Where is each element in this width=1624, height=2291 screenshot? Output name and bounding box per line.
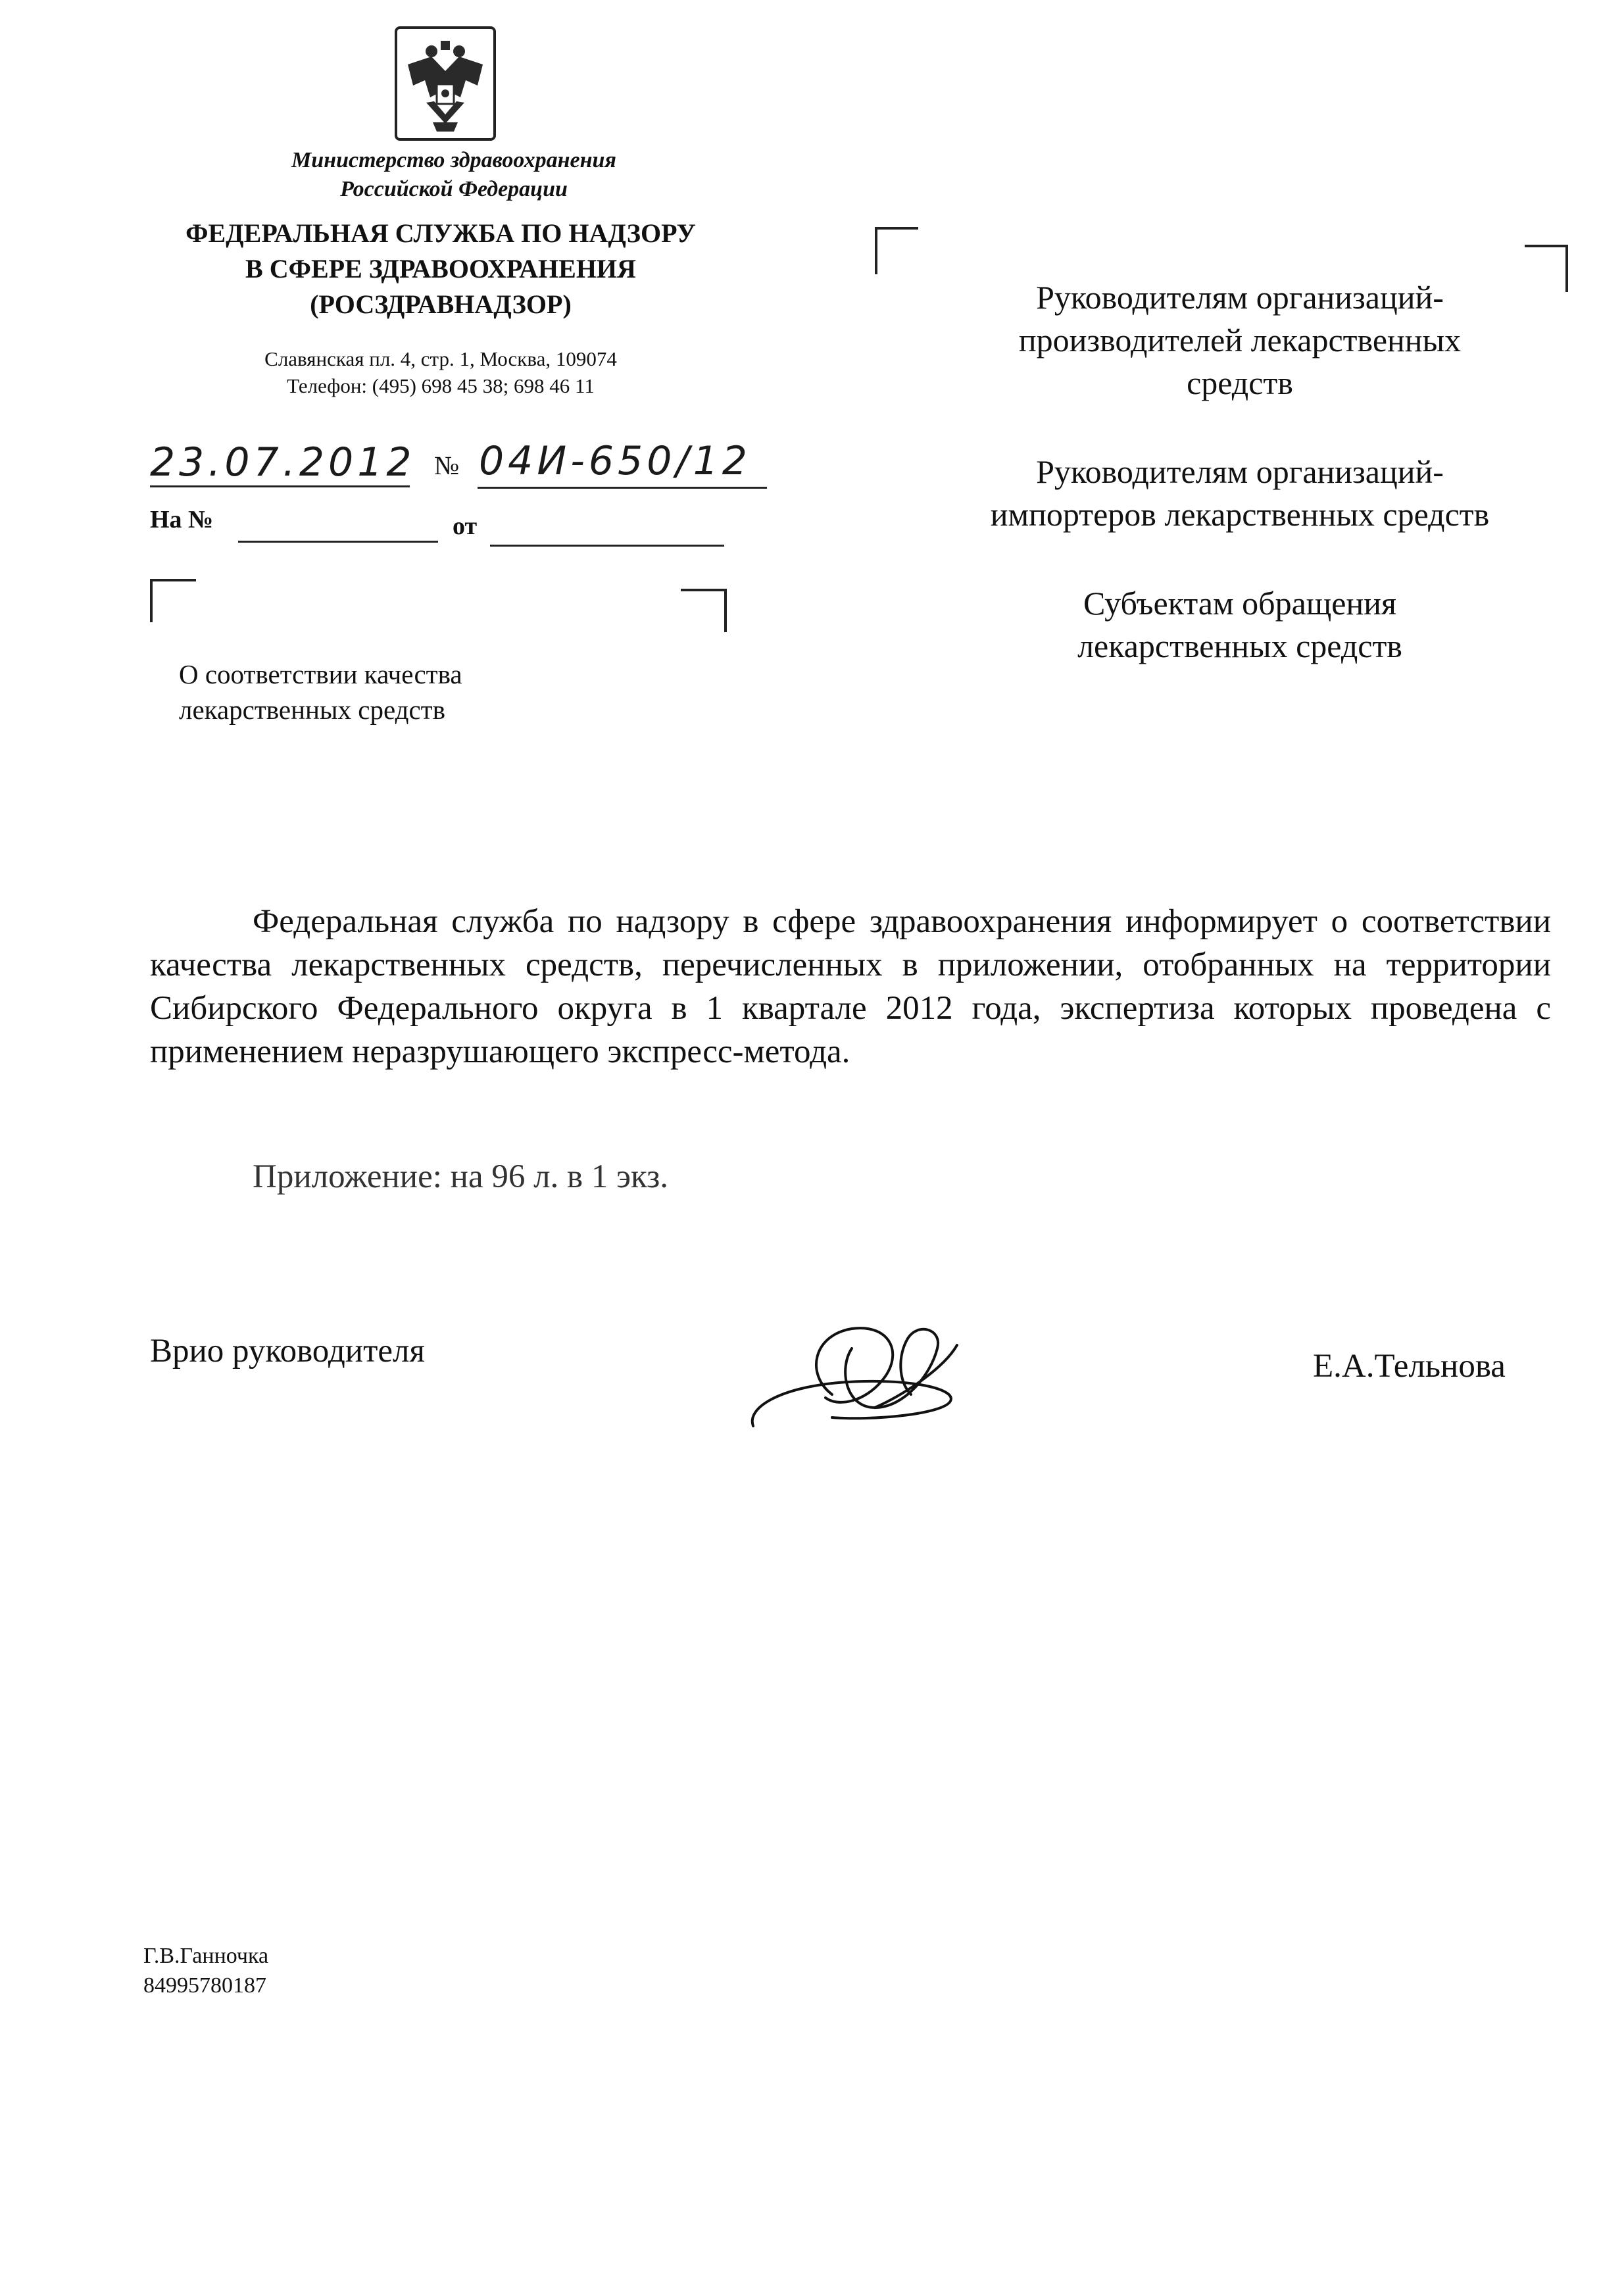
ministry-name — [197, 146, 710, 204]
registration-number: 04И-650/12 — [479, 438, 751, 484]
signatory-position: Врио руководителя — [150, 1333, 425, 1369]
service-line-3: (РОСЗДРАВНАДЗОР) — [310, 289, 572, 319]
service-contacts — [164, 345, 717, 399]
addressee-importers — [911, 451, 1569, 536]
addressee-1-line-2: производителей лекарственных — [1018, 322, 1462, 358]
service-name — [125, 216, 756, 322]
letter-body-paragraph: Федеральная служба по надзору в сфере здравоохранения информирует о соответствии качества лекарственных средств, перечисленных в приложении, отобранных на территории Сибирского Федерального округа в 1 квартале 2012 года, экспертиза которых проведена с применением неразрушающего экспресс-метода. — [150, 903, 1551, 1070]
executor-phone: 84995780187 — [143, 1973, 266, 1998]
service-phone: Телефон: (495) 698 45 38; 698 46 11 — [287, 374, 595, 397]
addressee-3-line-1: Субъектам обращения — [1083, 585, 1396, 622]
addressee-2-line-1: Руководителям организаций- — [1036, 453, 1444, 490]
addressee-3-line-2: лекарственных средств — [1077, 628, 1402, 664]
addressee-manufacturers — [911, 276, 1569, 405]
date-underline — [150, 485, 410, 487]
reference-number-blank — [238, 541, 438, 543]
addressee-1-line-1: Руководителям организаций- — [1036, 279, 1444, 316]
addressee-corner-left — [875, 227, 918, 274]
number-label: № — [434, 451, 460, 480]
reference-date-label: от — [453, 512, 478, 540]
subject-line-2: лекарственных средств — [179, 695, 445, 725]
attachment-note: Приложение: на 96 л. в 1 экз. — [253, 1158, 668, 1195]
ministry-line-2: Российской Федерации — [340, 177, 568, 201]
handwritten-signature — [740, 1309, 977, 1441]
registration-date: 23.07.2012 — [150, 439, 416, 485]
reference-date-blank — [490, 545, 724, 547]
service-line-1: ФЕДЕРАЛЬНАЯ СЛУЖБА ПО НАДЗОРУ — [185, 218, 696, 248]
reference-number-label: На № — [150, 506, 214, 533]
addressee-circulation-subjects — [911, 582, 1569, 668]
letter-subject — [179, 656, 639, 727]
executor-name: Г.В.Ганночка — [143, 1944, 269, 1968]
number-underline — [478, 487, 767, 489]
service-line-2: В СФЕРЕ ЗДРАВООХРАНЕНИЯ — [245, 254, 636, 283]
subject-corner-left — [150, 579, 196, 622]
addressee-1-line-3: средств — [1187, 364, 1293, 401]
subject-line-1: О соответствии качества — [179, 659, 462, 689]
service-address: Славянская пл. 4, стр. 1, Москва, 109074 — [264, 347, 617, 370]
addressee-2-line-2: импортеров лекарственных средств — [990, 496, 1490, 533]
coat-of-arms-emblem — [393, 25, 497, 142]
signatory-name: Е.А.Тельнова — [1313, 1348, 1506, 1385]
ministry-line-1: Министерство здравоохранения — [291, 148, 616, 172]
subject-corner-right — [681, 589, 727, 632]
